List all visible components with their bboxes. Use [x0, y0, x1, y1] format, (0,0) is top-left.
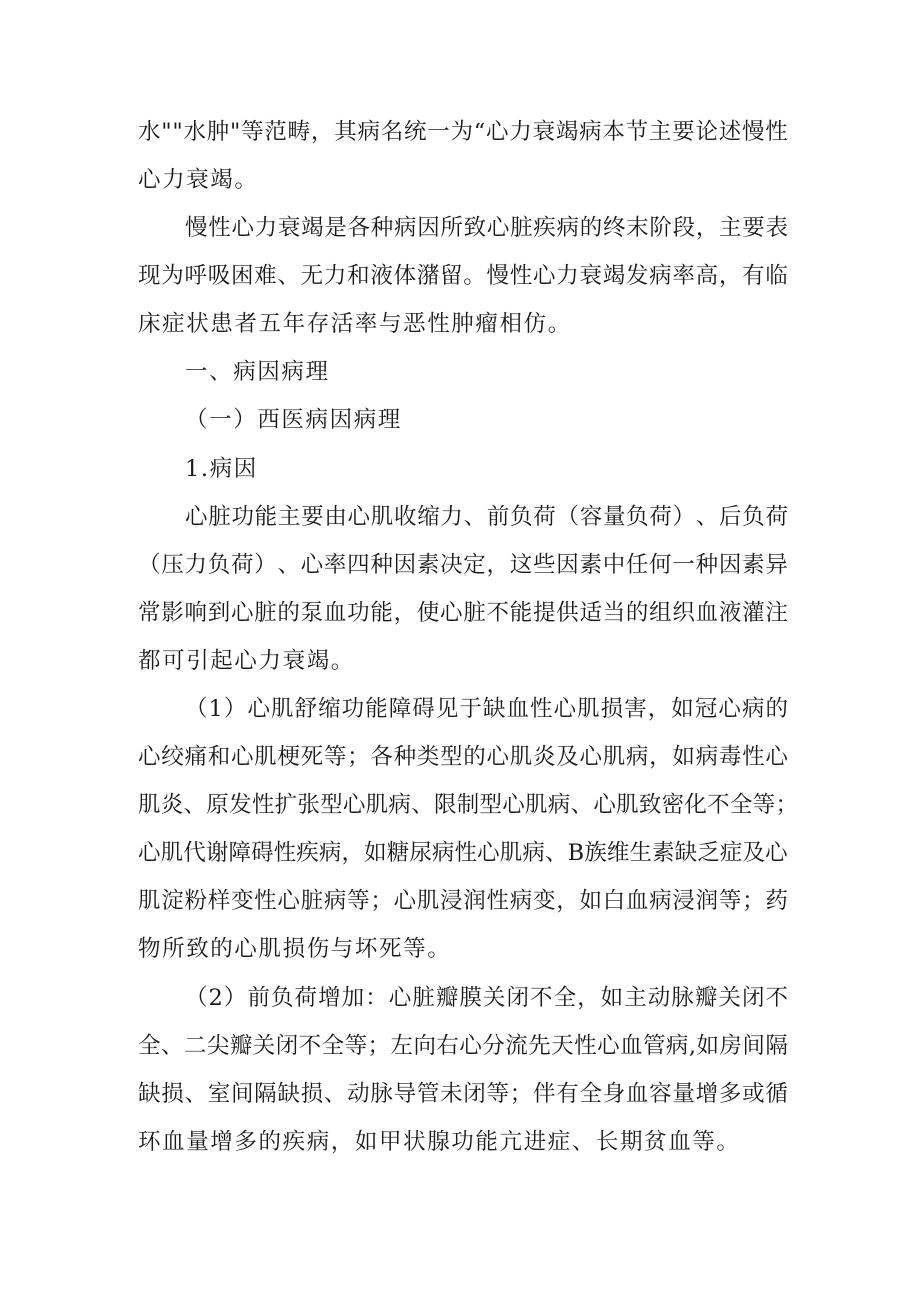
subsection-heading: （一）西医病因病理 [185, 407, 402, 433]
paragraph-2-line-2: 现 为 呼 吸 困 难 、 无 力 和 液 体 潴 留 。 慢 性 心 力 衰 竭 发 病 率 高 ， 有 临 [138, 263, 788, 289]
paragraph-5-line-1: （ 2 ） 前 负 荷 增 加 ： 心 脏 瓣 膜 关 闭 不 全 ， 如 主 动 脉 瓣 关 闭 不 [185, 985, 788, 1011]
paragraph-4-line-5: 肌 淀 粉 样 变 性 心 脏 病 等 ； 心 肌 浸 润 性 病 变 ， 如 白 血 病 浸 润 等 ； 药 [138, 888, 788, 914]
paragraph-3-line-3: 常 影 响 到 心 脏 的 泵 血 功 能 ， 使 心 脏 不 能 提 供 适 当 的 组 织 血 液 灌 注 [138, 600, 788, 626]
section-heading: 一、病因病理 [185, 359, 330, 385]
paragraph-4-line-2: 心 绞 痛 和 心 肌 梗 死 等 ； 各 种 类 型 的 心 肌 炎 及 心 肌 病 ， 如 病 毒 性 心 [138, 744, 788, 770]
paragraph-3-line-2: （ 压 力 负 荷 ） 、 心 率 四 种 因 素 决 定 ， 这 些 因 素 中 任 何 一 种 因 素 异 [138, 552, 788, 578]
paragraph-4-line-3: 肌 炎 、 原 发 性 扩 张 型 心 肌 病 、 限 制 型 心 肌 病 、 心 肌 致 密 化 不 全 等 ； [138, 792, 798, 818]
text-line-2: 心力衰竭。 [138, 167, 259, 193]
paragraph-4-line-1: （ 1 ） 心 肌 舒 缩 功 能 障 碍 见 于 缺 血 性 心 肌 损 害 ， 如 冠 心 病 的 [185, 696, 788, 722]
paragraph-3-line-4: 都可引起心力衰竭。 [138, 648, 355, 674]
paragraph-4-line-4: 心 肌 代 谢 障 碍 性 疾 病 ， 如 糖 尿 病 性 心 肌 病 、 B 族 维 生 素 缺 乏 症 及 心 [138, 840, 788, 866]
paragraph-5-line-2: 全 、 二 尖 瓣 关 闭 不 全 等 ； 左 向 右 心 分 流 先 天 性 心 血 管 病 , 如 房 间 隔 [138, 1033, 788, 1059]
paragraph-2-line-3: 床症状患者五年存活率与恶性肿瘤相仿。 [138, 311, 572, 337]
paragraph-2-line-1: 慢 性 心 力 衰 竭 是 各 种 病 因 所 致 心 脏 疾 病 的 终 末 阶 段 ， 主 要 表 [185, 215, 788, 241]
paragraph-4-line-6: 物所致的心肌损伤与坏死等。 [138, 936, 452, 962]
paragraph-3-line-1: 心 脏 功 能 主 要 由 心 肌 收 缩 力 、 前 负 荷 （ 容 量 负 荷 ） 、 后 负 荷 [185, 504, 788, 530]
paragraph-5-line-3: 缺 损 、 室 间 隔 缺 损 、 动 脉 导 管 未 闭 等 ； 伴 有 全 身 血 容 量 增 多 或 循 [138, 1081, 788, 1107]
item-heading: 1.病因 [185, 456, 258, 482]
text-line-1: 水 " " 水 肿 " 等 范 畴 ， 其 病 名 统 一 为 “ 心 力 衰 竭 病 本 节 主 要 论 述 慢 性 [138, 119, 788, 145]
paragraph-5-line-4: 环血量增多的疾病，如甲状腺功能亢进症、长期贫血等。 [138, 1129, 741, 1155]
